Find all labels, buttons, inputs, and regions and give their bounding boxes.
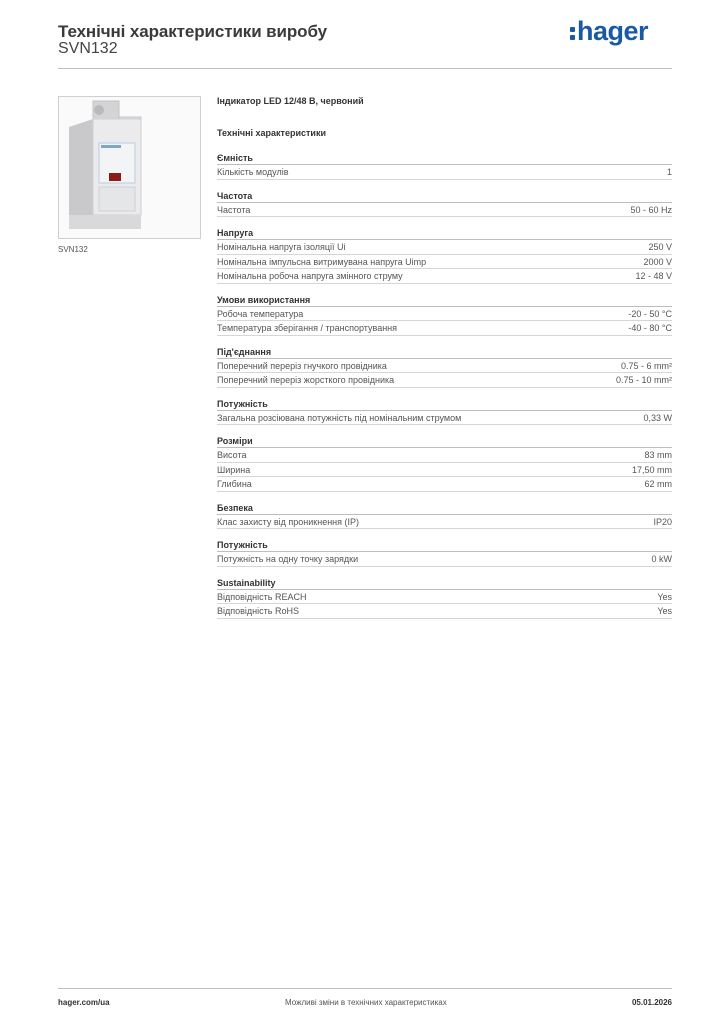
spec-group [217, 190, 672, 218]
spec-label: Ширина [217, 464, 251, 475]
spec-row [217, 359, 672, 374]
spec-row [217, 255, 672, 270]
spec-row [217, 165, 672, 180]
spec-value: 0.75 - 10 mm² [615, 375, 672, 385]
page-title: Технічні характеристики виробу [58, 22, 327, 41]
spec-row [217, 373, 672, 388]
spec-value: IP20 [653, 516, 672, 527]
product-description: Індикатор LED 12/48 В, червоний [217, 96, 364, 106]
led-indicator-device-icon [59, 97, 200, 238]
spec-value: 0.75 - 6 mm² [620, 360, 672, 371]
spec-value: 50 - 60 Hz [630, 204, 672, 215]
spec-label: Висота [217, 450, 247, 460]
spec-row [217, 203, 672, 218]
spec-group-title: Напруга [217, 227, 672, 240]
spec-label: Номінальна робоча напруга змінного струму [217, 271, 403, 281]
spec-section-title: Технічні характеристики [217, 128, 326, 138]
spec-row [217, 321, 672, 336]
spec-label: Робоча температура [217, 308, 304, 319]
spec-group-title: Безпека [217, 502, 672, 515]
spec-group [217, 346, 672, 388]
spec-row [217, 269, 672, 284]
spec-value: Yes [657, 591, 672, 602]
spec-row [217, 477, 672, 492]
spec-group [217, 227, 672, 284]
spec-label: Загальна розсіювана потужність під номінальним струмом [217, 412, 462, 423]
spec-value: 12 - 48 V [635, 271, 672, 281]
spec-group [217, 539, 672, 567]
spec-value: 0,33 W [643, 412, 672, 423]
spec-group-title: Sustainability [217, 577, 672, 590]
spec-label: Частота [217, 204, 251, 215]
product-image [58, 96, 201, 239]
spec-label: Поперечний переріз гнучкого провідника [217, 360, 387, 371]
spec-row [217, 604, 672, 619]
spec-label: Відповідність REACH [217, 591, 307, 602]
spec-row [217, 515, 672, 530]
hager-logo [570, 16, 648, 47]
spec-group-title: Розміри [217, 435, 672, 448]
image-caption: SVN132 [58, 245, 88, 254]
spec-groups [217, 152, 672, 619]
spec-group-title: Частота [217, 190, 672, 203]
spec-row [217, 240, 672, 255]
spec-value: 250 V [648, 242, 672, 252]
spec-group-title: Ємність [217, 152, 672, 165]
spec-group [217, 152, 672, 180]
spec-row [217, 448, 672, 463]
spec-value: Yes [657, 606, 672, 616]
spec-value: 1 [666, 167, 672, 177]
product-code: SVN132 [58, 40, 118, 57]
spec-label: Номінальна імпульсна витримувана напруга Uimp [217, 256, 427, 267]
spec-label: Температура зберігання / транспортування [217, 323, 398, 333]
spec-panel [217, 96, 672, 629]
footer-date: 05.01.2026 [631, 998, 672, 1007]
spec-value: 62 mm [644, 479, 672, 489]
spec-label: Поперечний переріз жорсткого провідника [217, 375, 395, 385]
logo-dots-icon [570, 21, 575, 41]
spec-group-title: Потужність [217, 539, 672, 552]
spec-group [217, 435, 672, 492]
spec-row [217, 590, 672, 605]
spec-group-title: Під'єднання [217, 346, 672, 359]
spec-group [217, 502, 672, 530]
spec-group-title: Умови використання [217, 294, 672, 307]
spec-value: 17,50 mm [631, 464, 672, 475]
logo-text: hager [577, 16, 649, 46]
footer-divider [58, 988, 672, 989]
spec-row [217, 307, 672, 322]
footer-website-link[interactable]: hager.com/ua [58, 998, 110, 1007]
spec-label: Глибина [217, 479, 252, 489]
spec-group [217, 294, 672, 336]
spec-label: Відповідність RoHS [217, 606, 299, 616]
spec-label: Кількість модулів [217, 167, 289, 177]
header-divider [58, 68, 672, 69]
spec-value: 83 mm [644, 450, 672, 460]
spec-label: Потужність на одну точку зарядки [217, 554, 359, 564]
spec-value: -40 - 80 °C [628, 323, 672, 333]
footer-note: Можливі зміни в технічних характеристиках [285, 998, 447, 1007]
spec-group [217, 577, 672, 619]
spec-label: Клас захисту від проникнення (IP) [217, 516, 360, 527]
spec-row [217, 552, 672, 567]
spec-group [217, 398, 672, 426]
spec-group-title: Потужність [217, 398, 672, 411]
spec-row [217, 411, 672, 426]
spec-value: 2000 V [643, 256, 672, 267]
spec-row [217, 463, 672, 478]
spec-label: Номінальна напруга ізоляції Ui [217, 242, 346, 252]
spec-value: -20 - 50 °C [628, 308, 672, 319]
spec-value: 0 kW [651, 554, 672, 564]
